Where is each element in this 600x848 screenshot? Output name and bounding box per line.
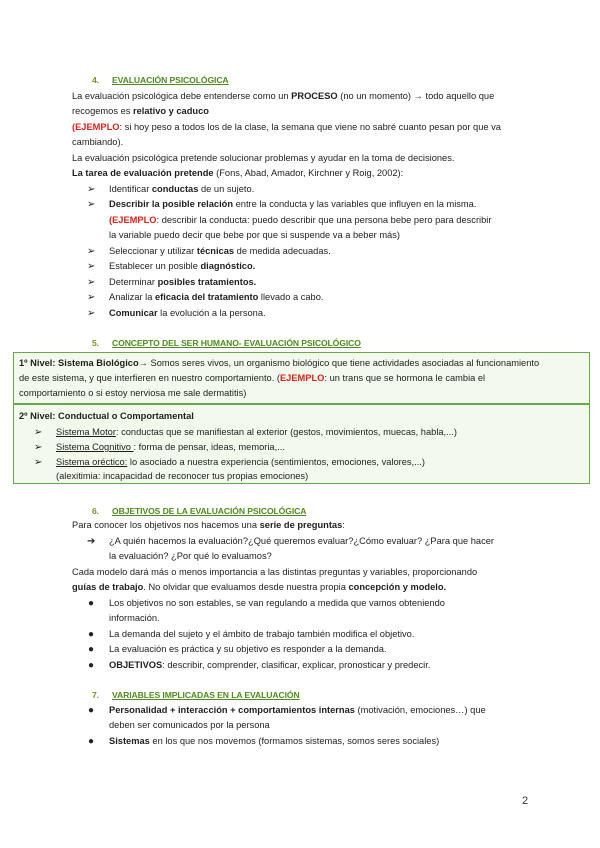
section-7-heading [92,688,300,704]
list-item: ➢ Sistema Cognitivo : forma de pensar, ideas, memoria,... [56,440,285,456]
arrow-bullet-icon: ➢ [34,427,43,438]
arrow-bullet-icon: ➢ [87,277,96,288]
box-line: comportamiento o si estoy nerviosa me sale dermatitis) [19,388,247,398]
arrow-bullet-icon: ➢ [34,442,43,453]
right-arrow-icon: ➔ [87,536,96,547]
list-item: ● Los objetivos no son estables, se van regulando a medida que vamos obteniendo [109,596,445,612]
dot-bullet-icon: ● [88,598,95,609]
example-label: EJEMPLO [75,122,120,132]
list-item: ➢ Sistema Motor: conductas que se manifiestan al exterior (gestos, movimientos, muecas, habla,...) [56,425,457,441]
list-item: ➢ Determinar posibles tratamientos. [109,275,256,291]
arrow-bullet-icon: ➢ [87,261,96,272]
arrow-bullet-icon: ➢ [87,292,96,303]
arrow-bullet-icon: ➢ [87,199,96,210]
example-paragraph: (EJEMPLO: describir la conducta: puedo describir que una persona bebe pero para describir [109,215,492,225]
paragraph: Para conocer los objetivos nos hacemos una serie de preguntas: [72,520,345,530]
section-number: 4. [92,75,99,85]
example-label: EJEMPLO [279,373,325,383]
paragraph: guías de trabajo. No olvidar que evaluamos desde nuestra propia concepción y modelo. [72,582,447,592]
paragraph: La tarea de evaluación pretende (Fons, Abad, Amador, Kirchner y Roig, 2002): [72,168,404,178]
section-number: 5. [92,338,99,348]
example-label: EJEMPLO [112,215,157,225]
paragraph: la variable puedo decir que bebe por que si suspende va a beber más) [109,230,400,240]
box-title: 2º Nivel: Conductual o Comportamental [19,411,194,421]
arrow-bullet-icon: ➢ [34,457,43,468]
arrow-bullet-icon: ➢ [87,308,96,319]
list-item: ● OBJETIVOS: describir, comprender, clasificar, explicar, pronosticar y predecir. [109,658,430,674]
list-item: ➢ Comunicar la evolución a la persona. [109,306,266,322]
box-line: de este sistema, y que interfieren en nuestro comportamiento. (EJEMPLO: un trans que se hormona le cambia el [19,373,486,383]
paragraph: deben ser comunicados por la persona [109,720,270,730]
list-item: ➢ Establecer un posible diagnóstico. [109,259,255,275]
list-item: ● La evaluación es práctica y su objetivo es responder a la demanda. [109,642,387,658]
paragraph: (alexitimia: incapacidad de reconocer tus propias emociones) [56,471,309,481]
paragraph: Cada modelo dará más o menos importancia a las distintas preguntas y variables, proporcionando [72,567,478,577]
list-item: ➢ Seleccionar y utilizar técnicas de medida adecuadas. [109,244,331,260]
dot-bullet-icon: ● [88,736,95,747]
section-title: OBJETIVOS DE LA EVALUACIÓN PSICOLÓGICA [112,506,307,516]
section-number: 7. [92,690,99,700]
section-4-heading [92,73,229,89]
paragraph: cambiando). [72,137,124,147]
paragraph: la evaluación? ¿Por qué lo evaluamos? [109,551,272,561]
list-item: ➢ Describir la posible relación entre la conducta y las variables que influyen en la misma. [109,197,476,213]
arrow-bullet-icon: ➢ [87,184,96,195]
list-item: ● La demanda del sujeto y el ámbito de trabajo también modifica el objetivo. [109,627,414,643]
section-title: VARIABLES IMPLICADAS EN LA EVALUACIÓN [112,690,300,700]
paragraph: recogemos es relativo y caduco [72,106,209,116]
list-item: ➔ ¿A quién hacemos la evaluación?¿Qué queremos evaluar?¿Cómo evaluar? ¿Para que hacer [109,534,494,550]
list-item: ➢ Sistema oréctico: lo asociado a nuestra experiencia (sentimientos, emociones, valores,...) [56,455,425,471]
paragraph: información. [109,613,160,623]
section-title: EVALUACIÓN PSICOLÓGICA [112,75,229,85]
list-item: ● Personalidad + interacción + comportamientos internas (motivación, emociones…) que [109,703,486,719]
paragraph: La evaluación psicológica pretende solucionar problemas y ayudar en la toma de decisiones. [72,153,455,163]
paragraph: La evaluación psicológica debe entenderse como un PROCESO (no un momento) → todo aquello que [72,91,495,101]
dot-bullet-icon: ● [88,629,95,640]
page-number: 2 [522,795,529,807]
arrow-bullet-icon: ➢ [87,246,96,257]
dot-bullet-icon: ● [88,705,95,716]
list-item: ➢ Analizar la eficacia del tratamiento llevado a cabo. [109,290,323,306]
section-5-heading [92,336,361,352]
list-item: ● Sistemas en los que nos movemos (formamos sistemas, somos seres sociales) [109,734,439,750]
box-line: 1º Nivel: Sistema Biológico→ Somos seres vivos, un organismo biológico que tiene actividades asociadas al funcionamiento [19,358,540,368]
section-number: 6. [92,506,99,516]
list-item: ➢ Identificar conductas de un sujeto. [109,182,254,198]
dot-bullet-icon: ● [88,660,95,671]
example-paragraph: (EJEMPLO: si hoy peso a todos los de la clase, la semana que viene no sabré cuanto pesan por que va [72,122,501,132]
dot-bullet-icon: ● [88,644,95,655]
section-title: CONCEPTO DEL SER HUMANO- EVALUACIÓN PSICOLÓGICO [112,338,361,348]
